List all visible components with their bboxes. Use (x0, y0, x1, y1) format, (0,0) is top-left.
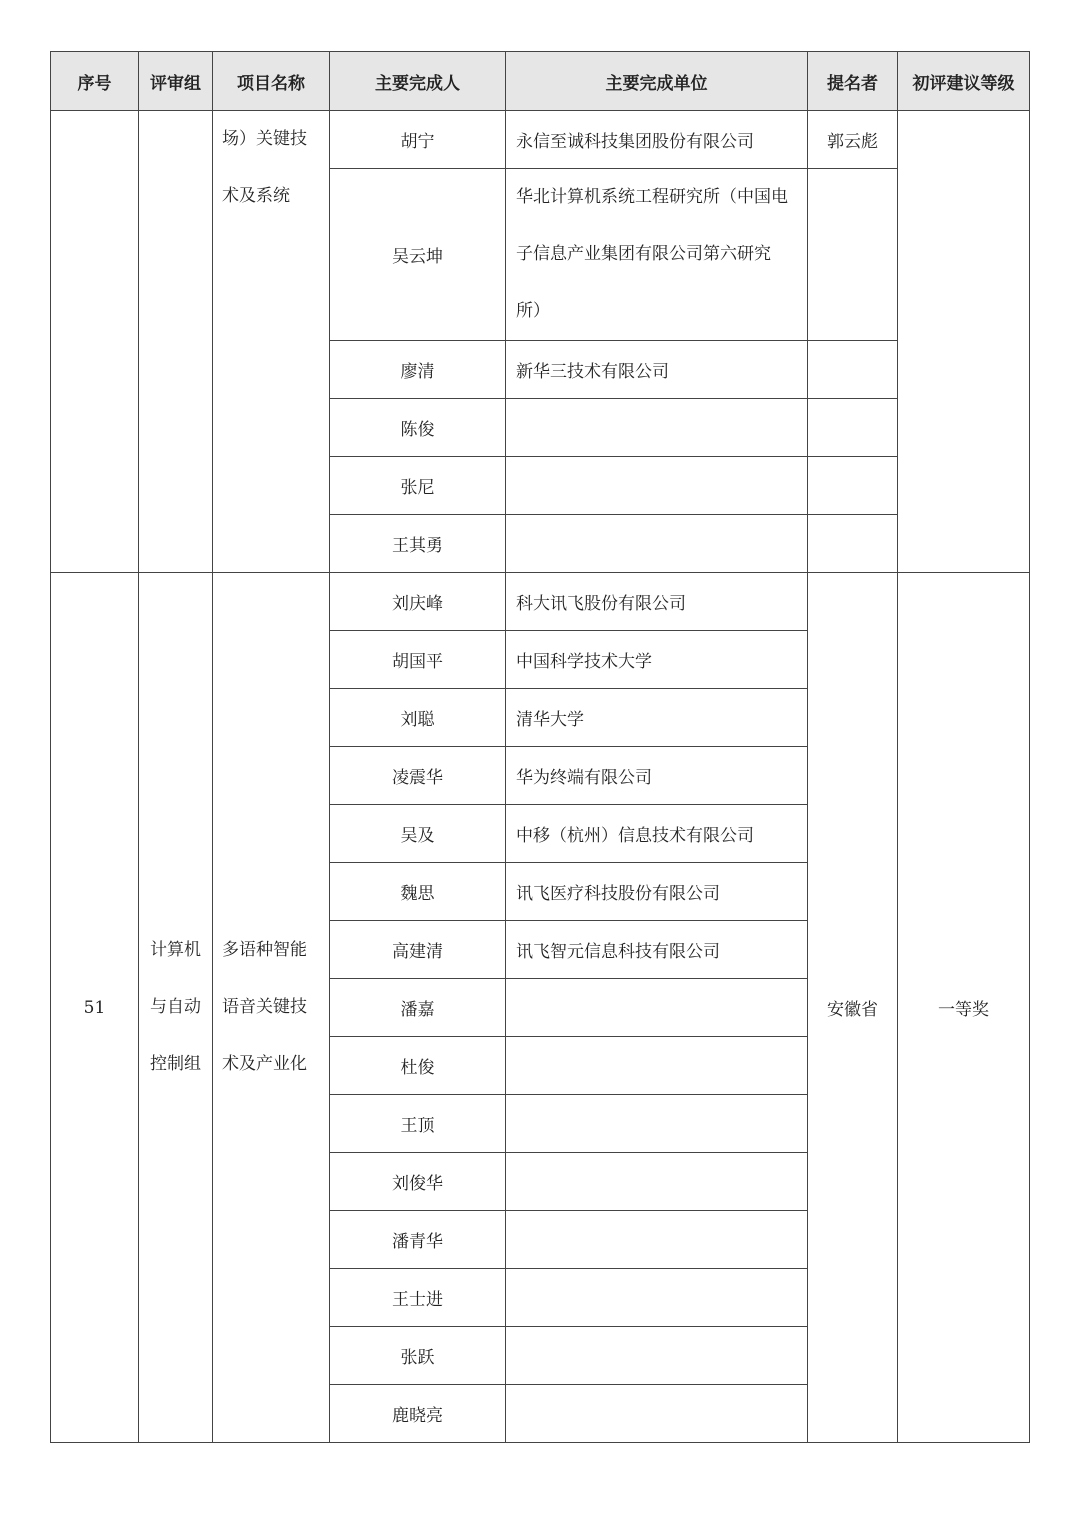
header-seq: 序号 (51, 52, 139, 111)
person-cell: 陈俊 (330, 399, 506, 457)
group-line: 计算机 (150, 940, 201, 960)
person-cell: 王其勇 (330, 515, 506, 573)
person-cell: 胡宁 (330, 111, 506, 169)
person-cell: 王士进 (330, 1269, 506, 1327)
header-person: 主要完成人 (330, 52, 506, 111)
unit-cell (506, 515, 808, 573)
unit-cell (506, 457, 808, 515)
unit-cell: 华为终端有限公司 (506, 747, 808, 805)
person-cell: 吴及 (330, 805, 506, 863)
person-cell: 廖清 (330, 341, 506, 399)
header-project: 项目名称 (213, 52, 330, 111)
award-table (50, 51, 1030, 1443)
project-cell (213, 573, 330, 1443)
unit-cell (506, 1269, 808, 1327)
unit-cell: 中移（杭州）信息技术有限公司 (506, 805, 808, 863)
unit-cell: 清华大学 (506, 689, 808, 747)
nominator-cell (808, 169, 898, 341)
project-line: 术及产业化 (222, 1054, 307, 1074)
person-cell: 张跃 (330, 1327, 506, 1385)
prev-project-line: 场）关键技 (222, 129, 307, 149)
person-cell: 刘庆峰 (330, 573, 506, 631)
unit-cell: 科大讯飞股份有限公司 (506, 573, 808, 631)
person-cell: 王顶 (330, 1095, 506, 1153)
person-cell: 张尼 (330, 457, 506, 515)
unit-cell: 中国科学技术大学 (506, 631, 808, 689)
person-cell: 刘聪 (330, 689, 506, 747)
header-row (51, 52, 1030, 111)
prev-group-cell (139, 111, 213, 573)
unit-cell: 新华三技术有限公司 (506, 341, 808, 399)
unit-cell (506, 979, 808, 1037)
group-line: 控制组 (150, 1054, 201, 1074)
prev-project-line: 术及系统 (222, 186, 290, 206)
table-row (51, 111, 1030, 169)
unit-cell (506, 1153, 808, 1211)
person-cell: 凌震华 (330, 747, 506, 805)
person-cell: 鹿晓亮 (330, 1385, 506, 1443)
unit-line: 华北计算机系统工程研究所（中国电 (516, 187, 788, 207)
unit-cell (506, 1327, 808, 1385)
unit-cell (506, 1037, 808, 1095)
unit-cell (506, 169, 808, 341)
nominator-cell: 安徽省 (808, 573, 898, 1443)
project-line: 多语种智能 (222, 940, 307, 960)
unit-cell (506, 1095, 808, 1153)
person-cell: 潘嘉 (330, 979, 506, 1037)
nominator-cell (808, 515, 898, 573)
grade-cell: 一等奖 (898, 573, 1030, 1443)
person-cell: 刘俊华 (330, 1153, 506, 1211)
person-cell: 胡国平 (330, 631, 506, 689)
unit-cell: 讯飞医疗科技股份有限公司 (506, 863, 808, 921)
prev-seq-cell (51, 111, 139, 573)
table-row (51, 573, 1030, 631)
unit-cell (506, 1385, 808, 1443)
header-nominator: 提名者 (808, 52, 898, 111)
person-cell: 杜俊 (330, 1037, 506, 1095)
person-cell: 高建清 (330, 921, 506, 979)
unit-cell: 永信至诚科技集团股份有限公司 (506, 111, 808, 169)
prev-project-cell (213, 111, 330, 573)
seq-cell: 51 (51, 573, 139, 1443)
person-cell: 魏思 (330, 863, 506, 921)
unit-line: 子信息产业集团有限公司第六研究 (516, 244, 771, 264)
unit-cell (506, 1211, 808, 1269)
unit-cell (506, 399, 808, 457)
person-cell: 潘青华 (330, 1211, 506, 1269)
nominator-cell: 郭云彪 (808, 111, 898, 169)
nominator-cell (808, 399, 898, 457)
person-cell: 吴云坤 (330, 169, 506, 341)
prev-grade-cell (898, 111, 1030, 573)
nominator-cell (808, 457, 898, 515)
header-unit: 主要完成单位 (506, 52, 808, 111)
unit-line: 所） (516, 301, 550, 321)
header-grade: 初评建议等级 (898, 52, 1030, 111)
nominator-cell (808, 341, 898, 399)
group-line: 与自动 (150, 997, 201, 1017)
group-cell (139, 573, 213, 1443)
header-group: 评审组 (139, 52, 213, 111)
unit-cell: 讯飞智元信息科技有限公司 (506, 921, 808, 979)
project-line: 语音关键技 (222, 997, 307, 1017)
